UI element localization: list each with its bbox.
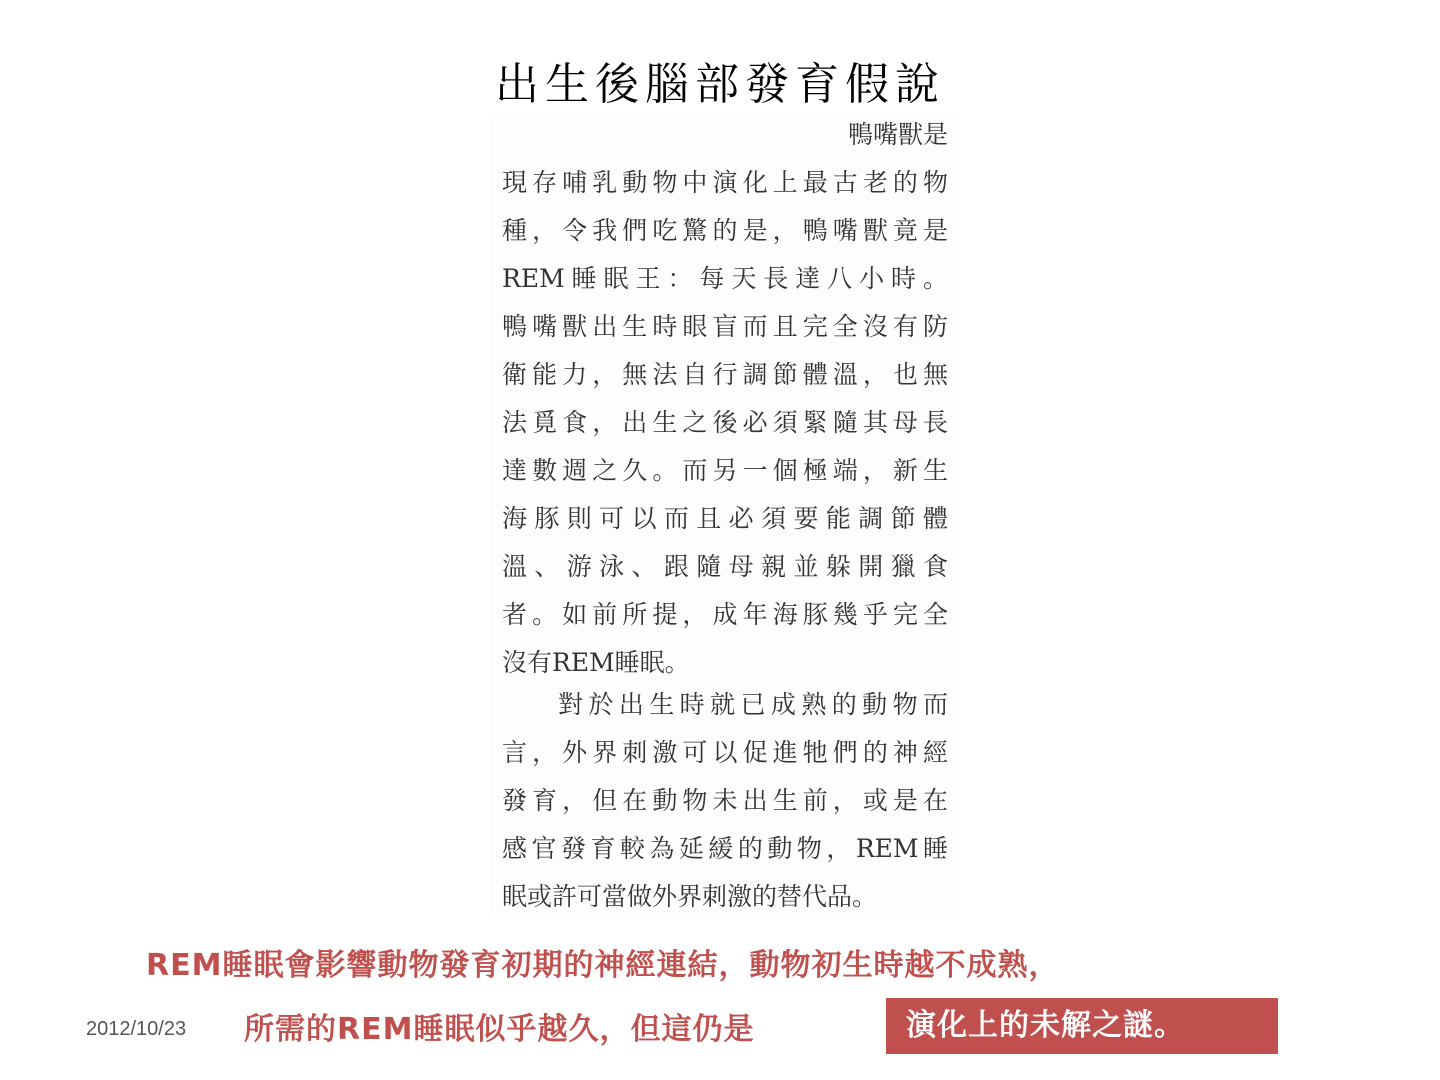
scan-line: REM睡眠王：每天長達八小時。 <box>502 264 948 293</box>
slide-date: 2012/10/23 <box>86 1018 187 1040</box>
scan-line: 種，令我們吃驚的是，鴨嘴獸竟是 <box>502 216 948 245</box>
scan-line: 言，外界刺激可以促進牠們的神經 <box>502 738 948 767</box>
scan-line: 溫、游泳、跟隨母親並躲開獵食 <box>502 552 948 581</box>
scan-line: 發育，但在動物未出生前，或是在 <box>502 786 948 815</box>
scan-line: 者。如前所提，成年海豚幾乎完全 <box>502 600 948 629</box>
summary-line-2: 所需的REM睡眠似乎越久，但這仍是 <box>244 1012 755 1047</box>
scan-line: 眠或許可當做外界刺激的替代品。 <box>502 882 878 911</box>
scan-line: 沒有REM睡眠。 <box>502 648 690 677</box>
slide-title: 出生後腦部發育假說 <box>495 59 945 110</box>
scan-line: 現存哺乳動物中演化上最古老的物 <box>502 168 948 197</box>
scan-line: 對於出生時就已成熟的動物而 <box>558 690 948 719</box>
scan-line: 鴨嘴獸出生時眼盲而且完全沒有防 <box>502 312 948 341</box>
scan-line: 鴨嘴獸是 <box>847 120 948 149</box>
scan-line: 法覓食，出生之後必須緊隨其母長 <box>502 408 948 437</box>
scan-line: 感官發育較為延緩的動物，REM睡 <box>502 834 948 863</box>
scan-line: 海豚則可以而且必須要能調節體 <box>502 504 948 533</box>
summary-line-1: REM睡眠會影響動物發育初期的神經連結，動物初生時越不成熟， <box>146 948 1060 983</box>
summary-highlight-box: 演化上的未解之謎。 <box>886 998 1278 1054</box>
scan-line: 達數週之久。而另一個極端，新生 <box>502 456 948 485</box>
scan-line: 衛能力，無法自行調節體溫，也無 <box>502 360 948 389</box>
scanned-text-excerpt <box>490 118 960 918</box>
